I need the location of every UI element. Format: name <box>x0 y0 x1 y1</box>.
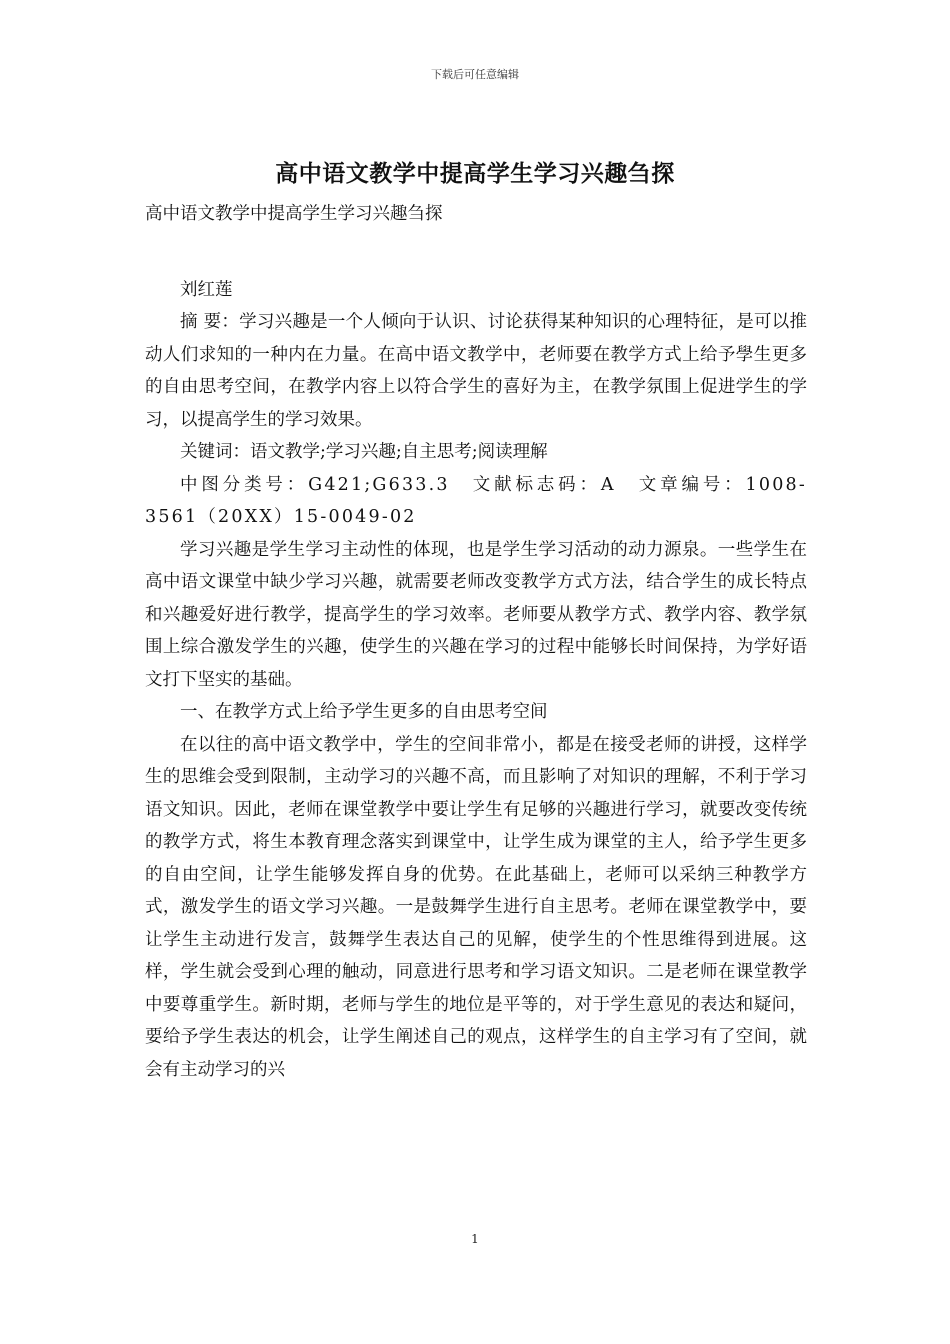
document-title: 高中语文教学中提高学生学习兴趣刍探 <box>275 160 675 187</box>
document-subtitle: 高中语文教学中提高学生学习兴趣刍探 <box>145 204 443 224</box>
page-number: 1 <box>471 1232 479 1246</box>
page-header-note: 下载后可任意编辑 <box>431 68 519 81</box>
document-body <box>145 198 807 1086</box>
classification-line: 中图分类号：G421;G633.3 文献标志码：A 文章编号：1008-3561（20XX）15-0049-02 <box>145 474 807 527</box>
author-name: 刘红莲 <box>180 279 233 300</box>
keywords-line: 关键词：语文教学;学习兴趣;自主思考;阅读理解 <box>180 442 548 462</box>
section-heading: 一、在教学方式上给予学生更多的自由思考空间 <box>180 702 548 722</box>
section-paragraph: 在以往的高中语文教学中，学生的空间非常小，都是在接受老师的讲授，这样学生的思维会受到限制，主动学习的兴趣不高，而且影响了对知识的理解，不利于学习语文知识。因此，老师在课堂教学中要让学生有足够的兴趣进行学习，就要改变传统的教学方式，将生本教育理念落实到课堂中，让学生成为课堂的主人，给予学生更多的自由空间，让学生能够发挥自身的优势。在此基础上，老师可以采纳三种教学方式，激发学生的语文学习兴趣。一是鼓舞学生进行自主思考。老师在课堂教学中，要让学生主动进行发言，鼓舞学生表达自己的见解，使学生的个性思维得到进展。这样，学生就会受到心理的触动，同意进行思考和学习语文知识。二是老师在课堂教学中要尊重学生。新时期，老师与学生的地位是平等的，对于学生意见的表达和疑问，要给予学生表达的机会，让学生阐述自己的观点，这样学生的自主学习有了空间，就会有主动学习的兴 <box>145 734 807 1080</box>
abstract-paragraph: 摘 要：学习兴趣是一个人倾向于认识、讨论获得某种知识的心理特征，是可以推动人们求知的一种内在力量。在高中语文教学中，老师要在教学方式上给予學生更多的自由思考空间，在教学内容上以符合学生的喜好为主，在教学氛围上促进学生的学习，以提高学生的学习效果。 <box>145 312 807 430</box>
intro-paragraph: 学习兴趣是学生学习主动性的体现，也是学生学习活动的动力源泉。一些学生在高中语文课堂中缺少学习兴趣，就需要老师改变教学方式方法，结合学生的成长特点和兴趣爱好进行教学，提高学生的学习效率。老师要从教学方式、教学内容、教学氛围上综合激发学生的兴趣，使学生的兴趣在学习的过程中能够长时间保持，为学好语文打下坚实的基础。 <box>145 539 807 690</box>
